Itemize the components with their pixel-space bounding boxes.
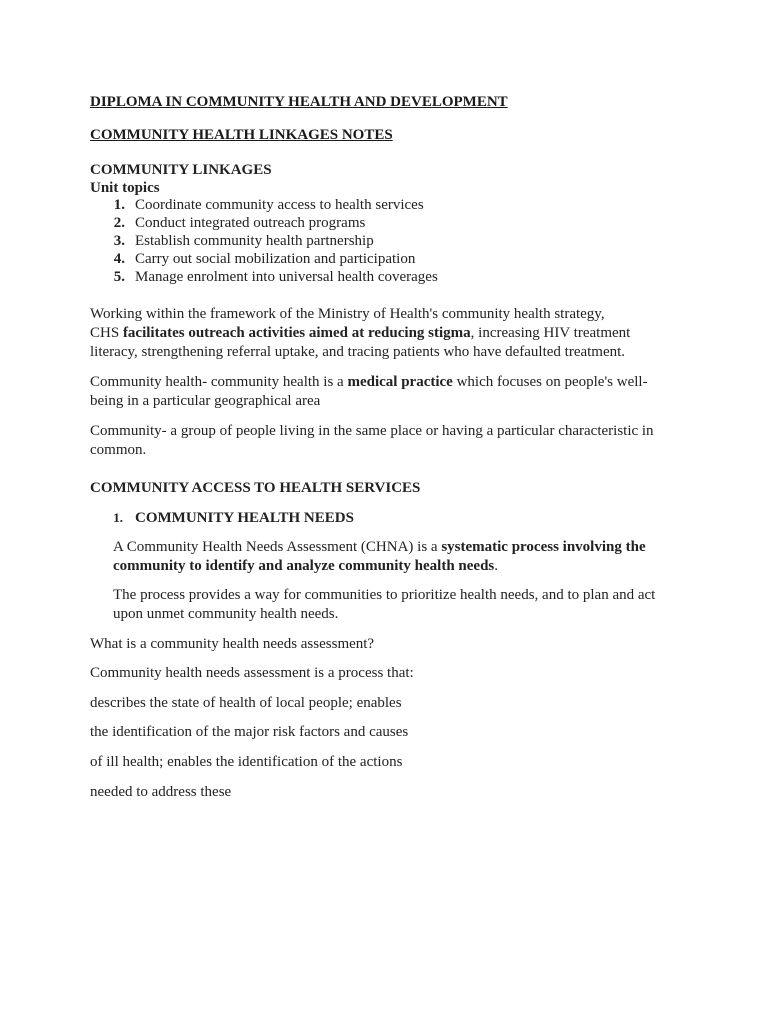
unit-topics-label: Unit topics xyxy=(90,180,160,196)
list-item-number: 5. xyxy=(113,269,125,285)
document-title: DIPLOMA IN COMMUNITY HEALTH AND DEVELOPMENT xyxy=(90,94,508,110)
paragraph-line: Working within the framework of the Ministry of Health's community health strategy, xyxy=(90,306,605,322)
paragraph-text: Community health- community health is a xyxy=(90,374,348,390)
paragraph-text: which focuses on people's well-being in a particular geographical area xyxy=(90,374,648,409)
subsection-title: COMMUNITY HEALTH NEEDS xyxy=(135,510,354,526)
bold-phrase: systematic process involving the community to identify and analyze community health needs xyxy=(113,539,646,574)
list-item-number: 3. xyxy=(113,233,125,249)
answer-line: of ill health; enables the identification of the actions xyxy=(90,754,403,770)
paragraph-process: The process provides a way for communities to prioritize health needs, and to plan and act upon unmet community health needs. xyxy=(113,587,656,622)
paragraph-community-definition: Community- a group of people living in the same place or having a particular characteristic in common. xyxy=(90,423,654,458)
list-item xyxy=(90,250,438,268)
list-item xyxy=(90,214,438,232)
paragraph-text: CHS xyxy=(90,325,123,341)
list-item-number: 4. xyxy=(113,251,125,267)
answer-line: describes the state of health of local people; enables xyxy=(90,695,402,711)
answer-line: needed to address these xyxy=(90,784,232,800)
list-item-text: Carry out social mobilization and participation xyxy=(135,251,416,267)
paragraph-chs-framework xyxy=(90,305,650,362)
section-heading-community-access: COMMUNITY ACCESS TO HEALTH SERVICES xyxy=(90,480,421,496)
list-item-text: Establish community health partnership xyxy=(135,233,374,249)
bold-phrase: facilitates outreach activities aimed at reducing stigma xyxy=(122,325,471,341)
answer-line: the identification of the major risk factors and causes xyxy=(90,724,409,740)
list-item-number: 2. xyxy=(113,215,125,231)
subsection-heading-community-health-needs xyxy=(90,508,354,528)
bold-phrase: medical practice xyxy=(347,374,453,390)
list-item-text: Manage enrolment into universal health coverages xyxy=(135,269,438,285)
subsection-number: 1. xyxy=(113,510,123,525)
section-heading-community-linkages: COMMUNITY LINKAGES xyxy=(90,162,272,178)
list-item xyxy=(90,232,438,250)
list-item-number: 1. xyxy=(113,197,125,213)
unit-topics-list xyxy=(90,196,438,286)
paragraph-text: , increasing HIV treatment literacy, strengthening referral uptake, and tracing patients who have defaulted treatment. xyxy=(90,325,631,360)
paragraph-community-health-definition xyxy=(90,373,655,411)
question-text: What is a community health needs assessment? xyxy=(90,636,375,652)
answer-line: Community health needs assessment is a process that: xyxy=(90,665,414,681)
paragraph-text: A Community Health Needs Assessment (CHNA) is a xyxy=(113,539,442,555)
paragraph-text: . xyxy=(494,558,499,574)
list-item xyxy=(90,196,438,214)
list-item-text: Coordinate community access to health services xyxy=(135,197,424,213)
list-item-text: Conduct integrated outreach programs xyxy=(135,215,366,231)
document-subtitle: COMMUNITY HEALTH LINKAGES NOTES xyxy=(90,127,393,143)
list-item xyxy=(90,268,438,286)
paragraph-chna-definition xyxy=(113,538,663,576)
